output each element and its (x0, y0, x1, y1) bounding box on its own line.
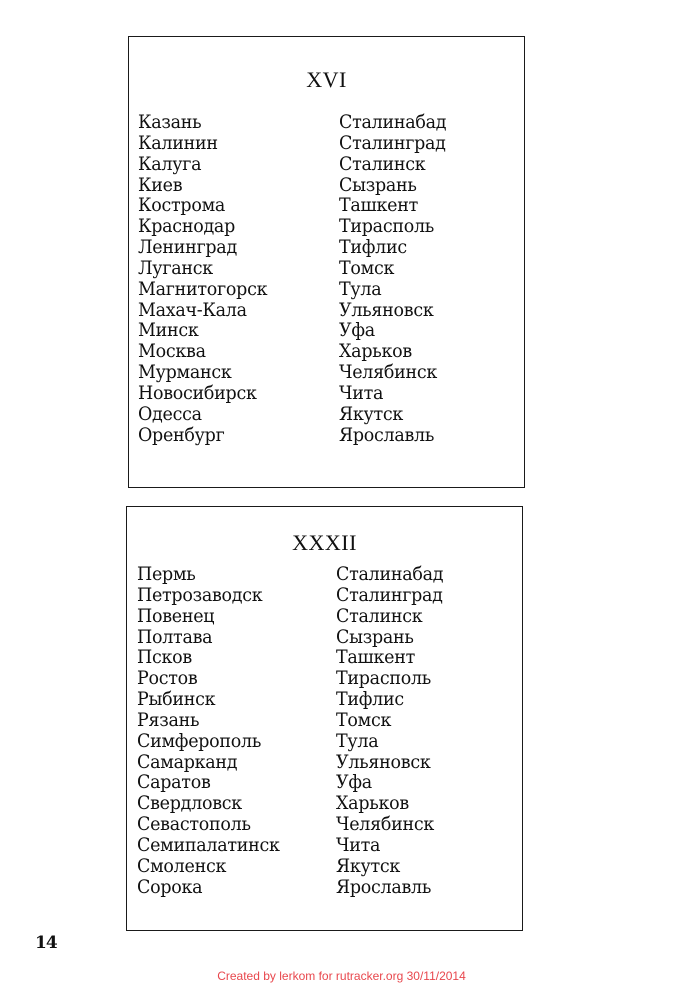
list-item: Полтава (137, 625, 213, 648)
list-item: Сорока (137, 875, 203, 898)
list-item: Саратов (137, 771, 211, 794)
list-item: Смоленск (137, 854, 227, 877)
left-column (138, 112, 279, 446)
list-item: Ульяновск (336, 750, 431, 773)
list-item: Сызрань (336, 625, 414, 648)
list-item: Самарканд (137, 750, 238, 773)
list-item: Уфа (339, 319, 375, 342)
list-item: Магнитогорск (138, 277, 268, 300)
list-item: Пермь (137, 563, 196, 585)
list-item: Ульяновск (339, 298, 434, 321)
list-item: Ярославль (336, 875, 432, 898)
list-item: Сталинск (339, 152, 426, 175)
list-item: Харьков (336, 792, 409, 815)
list-item: Луганск (138, 256, 213, 279)
table-box-xxxii (126, 506, 523, 931)
list-item: Калуга (138, 152, 202, 175)
table-title: XVI (306, 67, 347, 92)
list-item: Ташкент (336, 646, 415, 669)
list-item: Тула (339, 277, 382, 300)
list-item: Повенец (137, 604, 215, 627)
list-item: Тула (336, 729, 379, 752)
list-item: Рыбинск (137, 688, 216, 711)
list-item: Севастополь (137, 813, 251, 836)
list-item: Киев (138, 173, 183, 196)
list-item: Челябинск (339, 361, 438, 384)
list-item: Ярославль (339, 423, 435, 446)
list-item: Тирасполь (336, 667, 432, 690)
list-item: Калинин (138, 131, 218, 154)
list-item: Сызрань (339, 173, 417, 196)
list-item: Новосибирск (138, 381, 257, 404)
list-item: Псков (137, 646, 192, 669)
list-item: Краснодар (138, 215, 236, 238)
right-column (339, 112, 456, 446)
list-item: Тифлис (339, 236, 407, 259)
watermark-text: Created by lerkom for rutracker.org 30/11/2014 (217, 969, 466, 983)
list-item: Сталинабад (336, 563, 444, 585)
list-item: Семипалатинск (137, 833, 280, 856)
right-column (336, 564, 453, 898)
list-item: Петрозаводск (137, 583, 263, 606)
list-item: Оренбург (138, 423, 225, 446)
table-title: XXXII (292, 530, 357, 555)
list-item: Харьков (339, 340, 412, 363)
list-item: Махач-Кала (138, 298, 247, 321)
list-item: Свердловск (137, 792, 242, 815)
list-item: Якутск (339, 402, 404, 425)
list-item: Уфа (336, 771, 372, 794)
list-item: Ленинград (138, 236, 237, 259)
list-item: Челябинск (336, 813, 435, 836)
table-box-xvi (128, 36, 525, 488)
list-item: Томск (339, 256, 395, 279)
list-item: Тифлис (336, 688, 404, 711)
list-item: Ростов (137, 667, 198, 690)
list-item: Москва (138, 340, 206, 363)
page-number: 14 (35, 933, 57, 953)
list-item: Одесса (138, 402, 202, 425)
list-item: Томск (336, 708, 392, 731)
list-item: Ташкент (339, 194, 418, 217)
left-column (137, 564, 292, 898)
list-item: Мурманск (138, 361, 232, 384)
list-item: Минск (138, 319, 199, 342)
list-item: Сталинград (336, 583, 443, 606)
list-item: Чита (339, 381, 384, 404)
list-item: Казань (138, 111, 202, 133)
list-item: Кострома (138, 194, 226, 217)
list-item: Сталинабад (339, 111, 447, 133)
list-item: Якутск (336, 854, 401, 877)
list-item: Чита (336, 833, 381, 856)
list-item: Сталинск (336, 604, 423, 627)
list-item: Сталинград (339, 131, 446, 154)
list-item: Симферополь (137, 729, 262, 752)
list-item: Тирасполь (339, 215, 435, 238)
list-item: Рязань (137, 708, 200, 731)
